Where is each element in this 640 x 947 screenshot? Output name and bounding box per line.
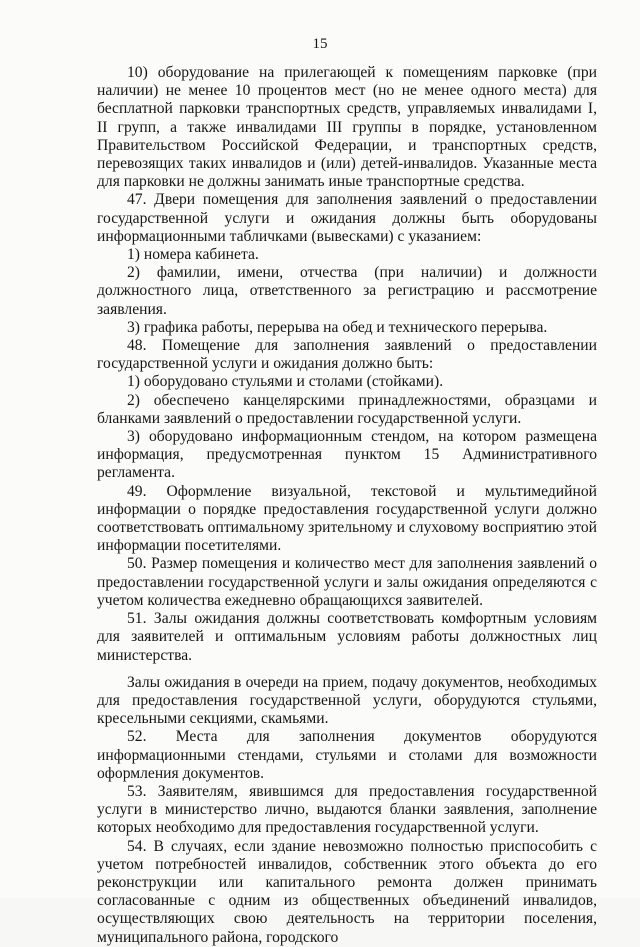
paragraph-47-item-3: 3) графика работы, перерыва на обед и технического перерыва. <box>127 318 548 336</box>
paragraph-52-places: 52. Места для заполнения документов оборудуются информационными стендами, стульями и столами для возможности оформления документов. <box>97 728 597 782</box>
document-body <box>97 64 597 947</box>
paragraph-47-doors: 47. Двери помещения для заполнения заявлений о предоставлении государственной услуги и ожидания должны быть оборудованы информационными табличками (вывесками) с указанием: <box>97 191 597 245</box>
paragraph-48-item-3: 3) оборудовано информационным стендом, на котором размещена информация, предусмотренная пунктом 15 Административного регламента. <box>97 428 597 482</box>
paragraph-48-item-1: 1) оборудовано стульями и столами (стойками). <box>127 373 444 391</box>
paragraph-50-size: 50. Размер помещения и количество мест для заполнения заявлений о предоставлении государственной услуги и залы ожидания определяются с учетом количества ежедневно обращающихся заявителей. <box>97 555 597 609</box>
paragraph-49-info: 49. Оформление визуальной, текстовой и мультимедийной информации о порядке предоставления государственной услуги должно соответствовать оптимальному зрительному и слуховому восприятию этой информации посетителями. <box>97 482 597 555</box>
paragraph-48-item-2: 2) обеспечено канцелярскими принадлежностями, образцами и бланками заявлений о предоставлении государственной услуги. <box>97 391 597 427</box>
paragraph-47-item-1: 1) номера кабинета. <box>127 246 259 264</box>
paragraph-51-halls: 51. Залы ожидания должны соответствовать комфортным условиям для заявителей и оптимальным условиям работы должностных лиц министерства. <box>97 610 597 664</box>
paragraph-51-queue: Залы ожидания в очереди на прием, подачу документов, необходимых для предоставления государственной услуги, оборудуются стульями, кресельными секциями, скамьями. <box>97 673 597 728</box>
paragraph-53-forms: 53. Заявителям, явившимся для предоставления государственной услуги в министерство лично, выдаются бланки заявления, заполнение которых необходимо для предоставления государственной услуги. <box>97 782 597 837</box>
paragraph-54-building: 54. В случаях, если здание невозможно полностью приспособить с учетом потребностей инвалидов, собственник этого объекта до его реконструкции или капитального ремонта должен принимать согласованные с одним из общественных объединений инвалидов, осуществляющих свою деятельность на территории поселения, муниципального района, городского <box>97 837 597 946</box>
paragraph-10-parking: 10) оборудование на прилегающей к помещениям парковке (при наличии) не менее 10 процентов мест (но не менее одного места) для бесплатной парковки транспортных средств, управляемых инвалидами I, II групп, а также инвалидами III группы в порядке, установленном Правительством Российской Федерации, и транспортных средств, перевозящих таких инвалидов и (или) детей-инвалидов. Указанные места для парковки не должны занимать иные транспортные средства. <box>97 64 597 191</box>
paragraph-48-room: 48. Помещение для заполнения заявлений о предоставлении государственной услуги и ожидания должно быть: <box>97 337 597 373</box>
paragraph-47-item-2: 2) фамилии, имени, отчества (при наличии) и должности должностного лица, ответственного за регистрацию и рассмотрение заявления. <box>97 264 597 318</box>
page-number: 15 <box>312 36 328 52</box>
